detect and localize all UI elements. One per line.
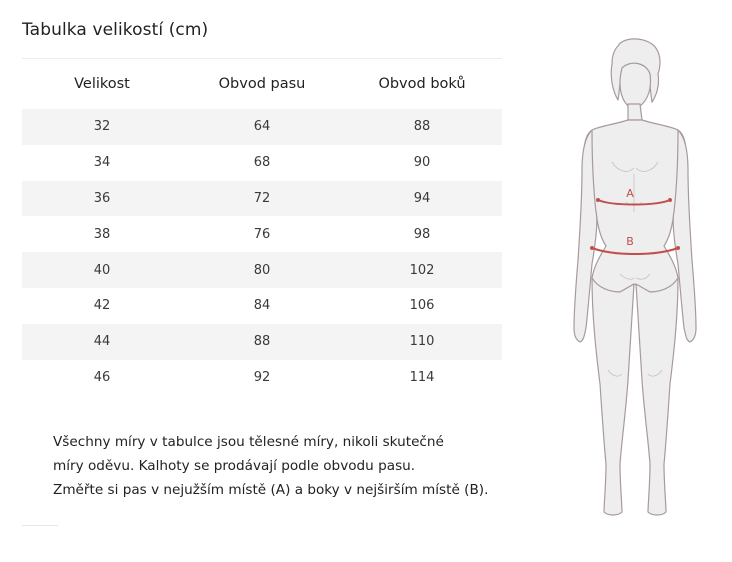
cell-hips: 88 bbox=[342, 109, 502, 145]
page-title: Tabulka velikostí (cm) bbox=[22, 20, 209, 40]
cell-hips: 90 bbox=[413, 155, 431, 171]
size-table bbox=[22, 59, 502, 395]
cell-hips: 106 bbox=[409, 298, 435, 314]
cell-waist: 92 bbox=[253, 369, 271, 385]
measure-label-b: B bbox=[626, 235, 634, 248]
measure-label-a: A bbox=[626, 187, 634, 200]
note-divider bbox=[22, 525, 58, 526]
header-size: Velikost bbox=[74, 76, 130, 92]
cell-hips: 102 bbox=[342, 252, 502, 288]
cell-size: 44 bbox=[22, 324, 182, 360]
body-silhouette bbox=[574, 39, 696, 515]
note-text bbox=[53, 430, 533, 502]
cell-size: 46 bbox=[93, 369, 111, 385]
cell-waist: 80 bbox=[182, 252, 342, 288]
cell-size: 42 bbox=[93, 298, 111, 314]
table-row bbox=[22, 252, 502, 288]
note-line: míry oděvu. Kalhoty se prodávají podle obvodu pasu. bbox=[53, 458, 416, 474]
cell-waist: 76 bbox=[253, 226, 271, 242]
cell-waist: 88 bbox=[182, 324, 342, 360]
header-waist: Obvod pasu bbox=[218, 76, 306, 92]
cell-size: 34 bbox=[93, 155, 111, 171]
note-line: Změřte si pas v nejužším místě (A) a boky v nejširším místě (B). bbox=[53, 482, 489, 498]
cell-hips: 114 bbox=[409, 369, 435, 385]
table-row bbox=[22, 216, 502, 252]
body-measurement-figure bbox=[560, 34, 710, 520]
cell-size: 36 bbox=[22, 181, 182, 217]
header-hips: Obvod boků bbox=[378, 76, 466, 92]
cell-waist: 64 bbox=[182, 109, 342, 145]
table-row bbox=[22, 288, 502, 324]
cell-waist: 84 bbox=[253, 298, 271, 314]
cell-size: 38 bbox=[93, 226, 111, 242]
measurement-note bbox=[22, 430, 522, 526]
table-row bbox=[22, 360, 502, 396]
cell-size: 32 bbox=[22, 109, 182, 145]
body-figure-illustration bbox=[560, 34, 710, 520]
cell-hips: 98 bbox=[413, 226, 431, 242]
cell-hips: 110 bbox=[342, 324, 502, 360]
cell-hips: 94 bbox=[342, 181, 502, 217]
cell-waist: 72 bbox=[182, 181, 342, 217]
table-header-row bbox=[22, 59, 502, 109]
table-row bbox=[22, 181, 502, 217]
cell-size: 40 bbox=[22, 252, 182, 288]
note-line: Všechny míry v tabulce jsou tělesné míry, nikoli skutečné bbox=[53, 434, 444, 450]
table-row bbox=[22, 324, 502, 360]
table-row bbox=[22, 109, 502, 145]
cell-waist: 68 bbox=[253, 155, 271, 171]
table-row bbox=[22, 145, 502, 181]
